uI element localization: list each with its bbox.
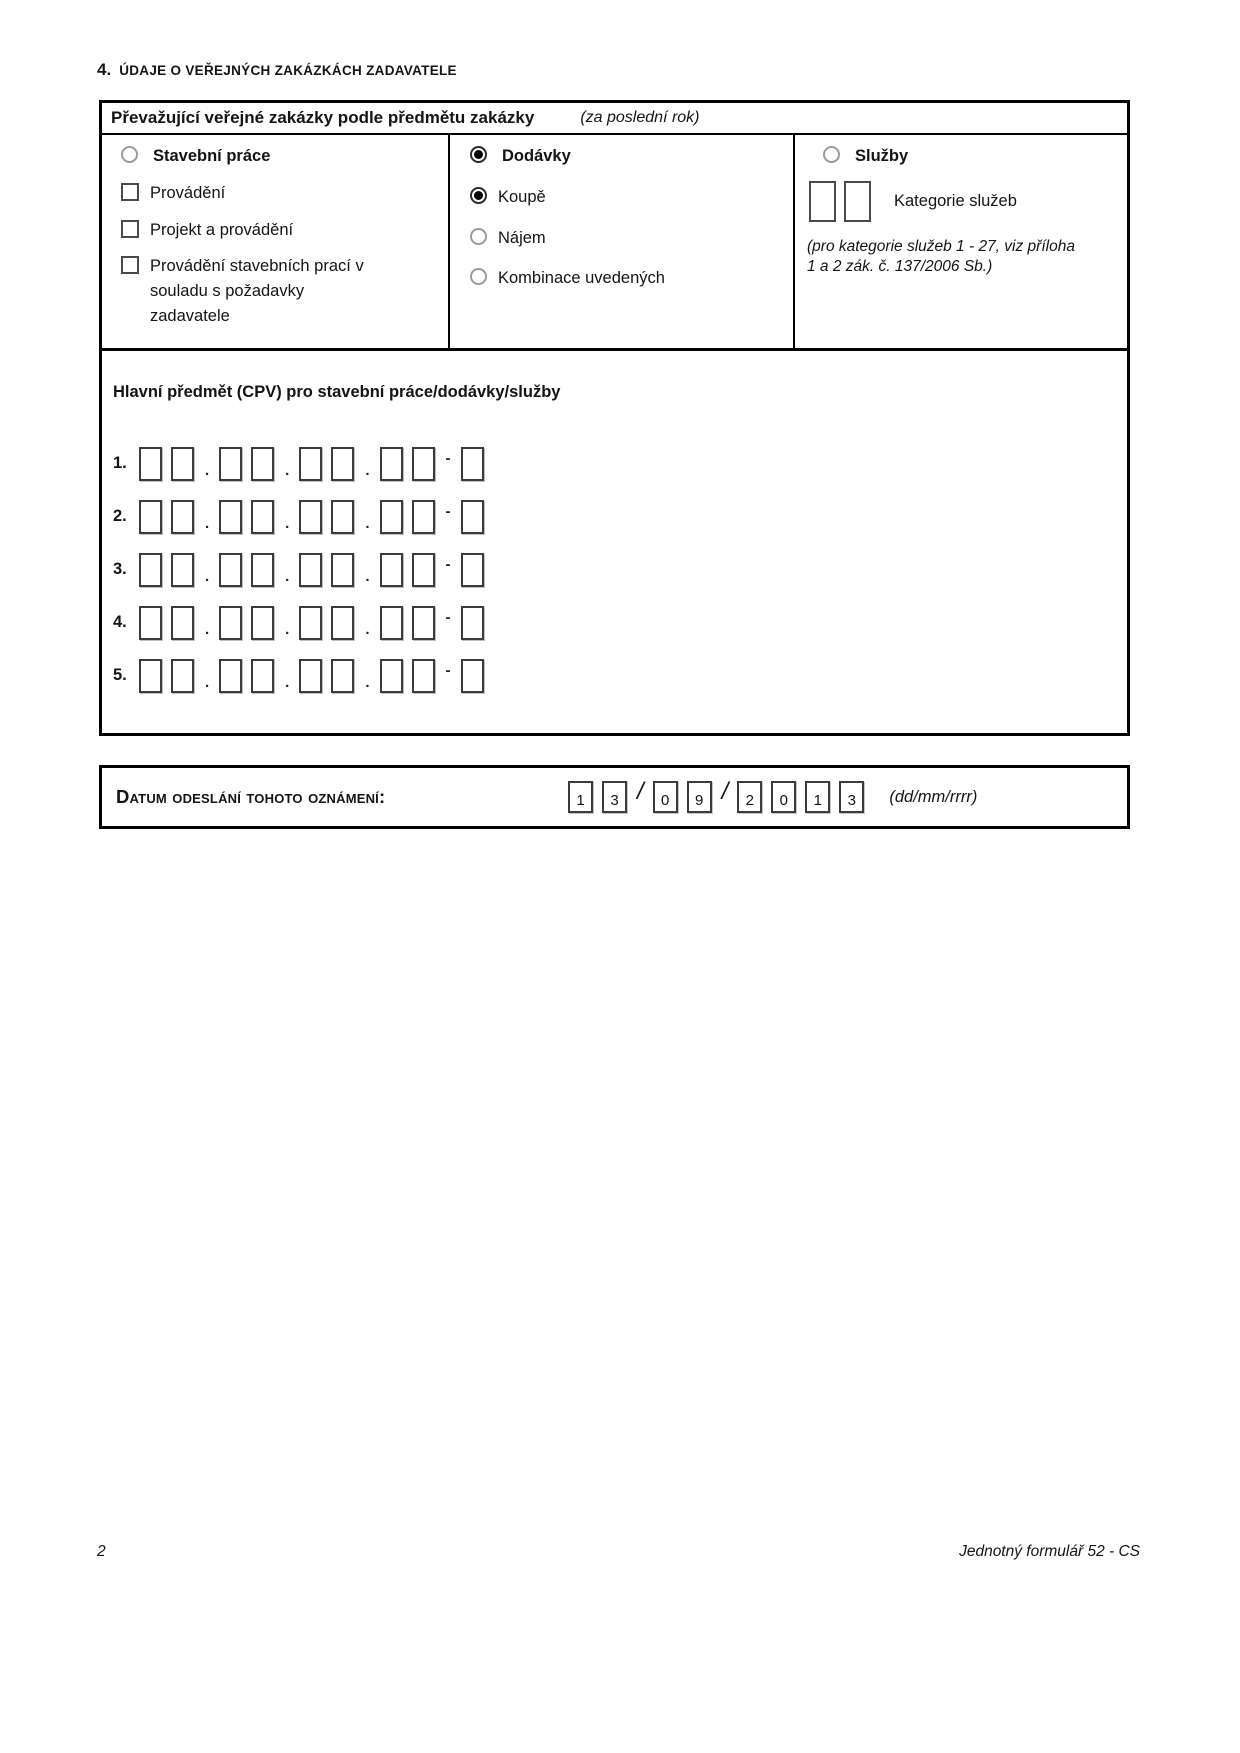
radio-najem[interactable]	[470, 228, 487, 245]
cpv-digit-box[interactable]	[251, 606, 274, 640]
section-title: ÚDAJE O VEŘEJNÝCH ZAKÁZKÁCH ZADAVATELE	[119, 63, 457, 78]
radio-dodavky[interactable]	[470, 146, 487, 163]
cpv-digit-box[interactable]	[331, 606, 354, 640]
cpv-separator-dot: .	[285, 568, 290, 585]
checkbox-label: Provádění stavebních prací v souladu s požadavky zadavatele	[150, 257, 364, 325]
cpv-separator-dot: .	[365, 674, 370, 691]
cpv-digit-box[interactable]	[412, 500, 435, 534]
cpv-digit-box[interactable]	[331, 659, 354, 693]
page-footer	[97, 1543, 1140, 1561]
cpv-digit-box[interactable]	[219, 500, 242, 534]
cpv-separator-dot: .	[285, 621, 290, 638]
date-year-digit-4[interactable]: 3	[839, 781, 864, 813]
radio-label: Služby	[855, 147, 909, 165]
cpv-digit-box[interactable]	[139, 500, 162, 534]
cpv-row-label: 5.	[113, 666, 127, 684]
radio-label: Dodávky	[502, 147, 571, 165]
cpv-check-digit-box[interactable]	[461, 659, 484, 693]
cpv-row-3	[113, 552, 1115, 587]
cpv-digit-box[interactable]	[380, 447, 403, 481]
service-category-box-2[interactable]	[844, 181, 871, 222]
dispatch-date-label: Datum odeslání tohoto oznámení:	[116, 786, 386, 807]
service-category-label: Kategorie služeb	[894, 191, 1017, 210]
cpv-separator-dot: .	[365, 568, 370, 585]
cpv-digit-box[interactable]	[331, 447, 354, 481]
cpv-row-label: 3.	[113, 560, 127, 578]
cpv-digit-box[interactable]	[380, 500, 403, 534]
cpv-digit-box[interactable]	[251, 659, 274, 693]
note-line-1: (pro kategorie služeb 1 - 27, viz příloha	[807, 237, 1075, 255]
cpv-digit-box[interactable]	[412, 553, 435, 587]
radio-label: Kombinace uvedených	[498, 269, 665, 288]
cpv-digit-box[interactable]	[299, 659, 322, 693]
service-category-box-1[interactable]	[809, 181, 836, 222]
cpv-digit-box[interactable]	[139, 447, 162, 481]
checkbox-label: Provádění	[150, 183, 226, 202]
cpv-digit-box[interactable]	[171, 659, 194, 693]
service-category-row	[809, 181, 1119, 222]
column-supplies	[450, 135, 795, 348]
section-number: 4.	[97, 60, 112, 79]
cpv-separator-dash: -	[445, 450, 451, 467]
option-works	[121, 144, 440, 169]
cpv-digit-box[interactable]	[139, 553, 162, 587]
box-title-note: (za poslední rok)	[580, 109, 700, 126]
cpv-heading: Hlavní předmět (CPV) pro stavební práce/dodávky/služby	[113, 383, 561, 401]
cpv-digit-box[interactable]	[331, 500, 354, 534]
option-kombinace	[470, 266, 785, 291]
dispatch-date-box	[99, 765, 1130, 829]
cpv-separator-dash: -	[445, 662, 451, 679]
checkbox-provadeni-stavebnich[interactable]	[121, 256, 139, 274]
date-format-hint: (dd/mm/rrrr)	[889, 787, 978, 806]
cpv-row-label: 1.	[113, 454, 127, 472]
cpv-digit-box[interactable]	[299, 606, 322, 640]
cpv-digit-box[interactable]	[412, 659, 435, 693]
cpv-separator-dash: -	[445, 609, 451, 626]
cpv-row-label: 4.	[113, 613, 127, 631]
cpv-digit-box[interactable]	[380, 606, 403, 640]
radio-koupe[interactable]	[470, 187, 487, 204]
cpv-separator-dot: .	[365, 515, 370, 532]
cpv-digit-box[interactable]	[299, 553, 322, 587]
checkbox-label: Projekt a provádění	[150, 220, 294, 239]
date-slash: /	[637, 778, 644, 805]
cpv-row-5	[113, 658, 1115, 693]
cpv-digit-box[interactable]	[251, 447, 274, 481]
cpv-digit-box[interactable]	[171, 553, 194, 587]
cpv-row-2	[113, 499, 1115, 534]
cpv-digit-box[interactable]	[219, 447, 242, 481]
radio-label: Koupě	[498, 187, 546, 206]
cpv-rows	[113, 446, 1115, 693]
cpv-digit-box[interactable]	[219, 553, 242, 587]
cpv-separator-dot: .	[205, 621, 210, 638]
cpv-digit-box[interactable]	[219, 659, 242, 693]
cpv-digit-box[interactable]	[299, 447, 322, 481]
option-provadeni-stavebnich	[121, 254, 440, 328]
radio-kombinace-uvedenych[interactable]	[470, 268, 487, 285]
box-title-row	[102, 103, 1127, 135]
cpv-digit-box[interactable]	[412, 447, 435, 481]
checkbox-provadeni[interactable]	[121, 183, 139, 201]
cpv-separator-dash: -	[445, 503, 451, 520]
option-koupe	[470, 185, 785, 210]
cpv-separator-dash: -	[445, 556, 451, 573]
cpv-digit-box[interactable]	[171, 447, 194, 481]
cpv-check-digit-box[interactable]	[461, 500, 484, 534]
option-dodavky	[470, 144, 785, 169]
date-month-digit-1[interactable]: 0	[653, 781, 678, 813]
cpv-separator-dot: .	[285, 515, 290, 532]
option-najem	[470, 226, 785, 251]
cpv-row-4	[113, 605, 1115, 640]
cpv-digit-box[interactable]	[331, 553, 354, 587]
cpv-digit-box[interactable]	[251, 553, 274, 587]
cpv-separator-dot: .	[205, 674, 210, 691]
cpv-row-1	[113, 446, 1115, 481]
cpv-separator-dot: .	[205, 568, 210, 585]
option-provadeni	[121, 181, 440, 206]
note-line-2: 1 a 2 zák. č. 137/2006 Sb.)	[807, 258, 993, 276]
cpv-row-label: 2.	[113, 507, 127, 525]
column-works	[102, 135, 450, 348]
service-category-note	[807, 237, 1119, 278]
date-day-digit-2[interactable]: 3	[602, 781, 627, 813]
date-year-digit-2[interactable]: 0	[771, 781, 796, 813]
checkbox-projekt-a-provadeni[interactable]	[121, 220, 139, 238]
cpv-separator-dot: .	[365, 462, 370, 479]
column-services	[795, 135, 1127, 348]
cpv-digit-box[interactable]	[219, 606, 242, 640]
cpv-digit-box[interactable]	[139, 659, 162, 693]
cpv-digit-box[interactable]	[171, 606, 194, 640]
date-day-digit-1[interactable]: 1	[568, 781, 593, 813]
cpv-digit-box[interactable]	[139, 606, 162, 640]
cpv-separator-dot: .	[205, 515, 210, 532]
cpv-separator-dot: .	[285, 462, 290, 479]
radio-stavebni-prace[interactable]	[121, 146, 138, 163]
cpv-digit-box[interactable]	[412, 606, 435, 640]
date-year-digit-1[interactable]: 2	[737, 781, 762, 813]
cpv-digit-box[interactable]	[380, 659, 403, 693]
cpv-check-digit-box[interactable]	[461, 447, 484, 481]
cpv-digit-box[interactable]	[380, 553, 403, 587]
footer-page-number: 2	[97, 1543, 106, 1560]
radio-label: Nájem	[498, 228, 546, 247]
cpv-digit-box[interactable]	[171, 500, 194, 534]
cpv-separator-dot: .	[205, 462, 210, 479]
cpv-check-digit-box[interactable]	[461, 553, 484, 587]
cpv-separator-dot: .	[285, 674, 290, 691]
box-title: Převažující veřejné zakázky podle předmětu zakázky	[111, 108, 535, 127]
cpv-digit-box[interactable]	[299, 500, 322, 534]
option-sluzby	[823, 144, 1119, 169]
date-month-digit-2[interactable]: 9	[687, 781, 712, 813]
contract-type-columns	[102, 135, 1127, 351]
date-year-digit-3[interactable]: 1	[805, 781, 830, 813]
section-heading	[97, 60, 457, 80]
option-projekt-a-provadeni	[121, 218, 440, 243]
cpv-check-digit-box[interactable]	[461, 606, 484, 640]
dispatch-date-digits	[568, 778, 873, 816]
cpv-section	[102, 351, 1127, 733]
cpv-separator-dot: .	[365, 621, 370, 638]
date-slash: /	[721, 778, 729, 805]
prevailing-contracts-box	[99, 100, 1130, 736]
radio-sluzby[interactable]	[823, 146, 840, 163]
footer-form-id: Jednotný formulář 52 - CS	[959, 1543, 1140, 1560]
cpv-digit-box[interactable]	[251, 500, 274, 534]
radio-label: Stavební práce	[153, 147, 271, 165]
